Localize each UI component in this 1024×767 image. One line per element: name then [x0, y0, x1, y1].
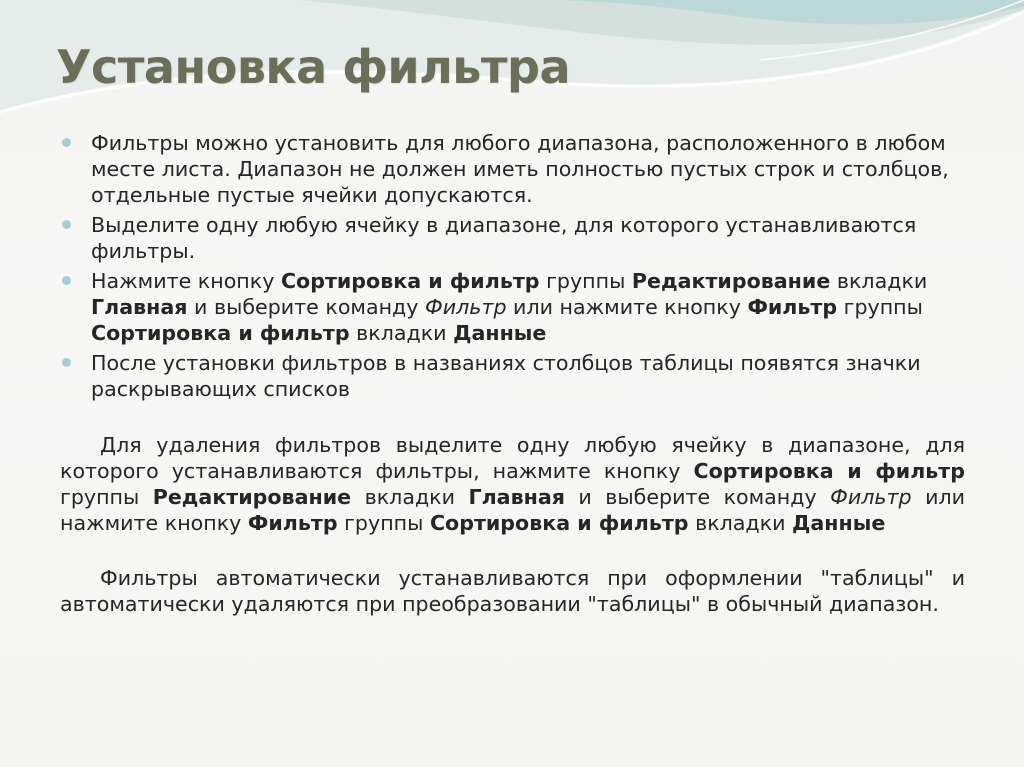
bold-term: Данные — [792, 511, 886, 535]
bullet-dot-icon — [62, 220, 71, 229]
bold-term: Главная — [468, 485, 565, 509]
bold-term: Фильтр — [747, 295, 838, 319]
list-item — [60, 350, 965, 402]
text-run: вкладки — [351, 485, 469, 509]
bullet-dot-icon — [62, 358, 71, 367]
text-run: вкладки — [830, 269, 928, 293]
bold-term: Главная — [91, 295, 188, 319]
bold-term: Фильтр — [247, 511, 338, 535]
bullet-dot-icon — [62, 138, 71, 147]
text-run: Нажмите кнопку — [91, 269, 281, 293]
text-run: или нажмите кнопку — [506, 295, 748, 319]
text-run: группы — [60, 485, 153, 509]
text-run: и выберите команду — [187, 295, 426, 319]
paragraph-auto-filters: Фильтры автоматически устанавливаются при оформлении "таблицы" и автоматически удаляются при преобразовании "таблицы" в обычный диапазон. — [60, 566, 965, 616]
text-run: группы — [837, 295, 923, 319]
bold-term: Редактирование — [152, 485, 352, 509]
list-item — [60, 130, 965, 208]
text-run: и выберите команду — [564, 485, 831, 509]
italic-term: Фильтр — [830, 485, 912, 509]
text-run: вкладки — [349, 321, 454, 345]
text-run: группы — [337, 511, 430, 535]
paragraph-remove-filters — [60, 432, 965, 536]
bold-term: Сортировка и фильтр — [429, 511, 689, 535]
bullet-text — [91, 269, 927, 345]
text-run: или нажмите кнопку — [60, 485, 966, 535]
bullet-list — [60, 130, 965, 406]
bullet-text: После установки фильтров в названиях столбцов таблицы появятся значки раскрывающих списков — [91, 351, 921, 401]
text-run: вкладки — [688, 511, 793, 535]
list-item — [60, 268, 965, 346]
list-item — [60, 212, 965, 264]
bold-term: Сортировка и фильтр — [280, 269, 540, 293]
text-run: Для удаления фильтров выделите одну любую ячейку в диапазоне, для которого устанавливаются фильтры, нажмите кнопку — [60, 433, 965, 483]
bullet-text: Выделите одну любую ячейку в диапазоне, для которого устанавливаются фильтры. — [91, 213, 917, 263]
bold-term: Сортировка и фильтр — [91, 321, 350, 345]
bullet-dot-icon — [62, 276, 71, 285]
bullet-text: Фильтры можно установить для любого диапазона, расположенного в любом месте листа. Диапазон не должен иметь полностью пустых строк и столбцов, отдельные пустые ячейки допускаются. — [91, 131, 949, 207]
italic-term: Фильтр — [425, 295, 507, 319]
text-run: группы — [539, 269, 632, 293]
bold-term: Данные — [453, 321, 547, 345]
page-title: Установка фильтра — [56, 40, 570, 94]
bold-term: Сортировка и фильтр — [693, 459, 965, 483]
bold-term: Редактирование — [631, 269, 831, 293]
